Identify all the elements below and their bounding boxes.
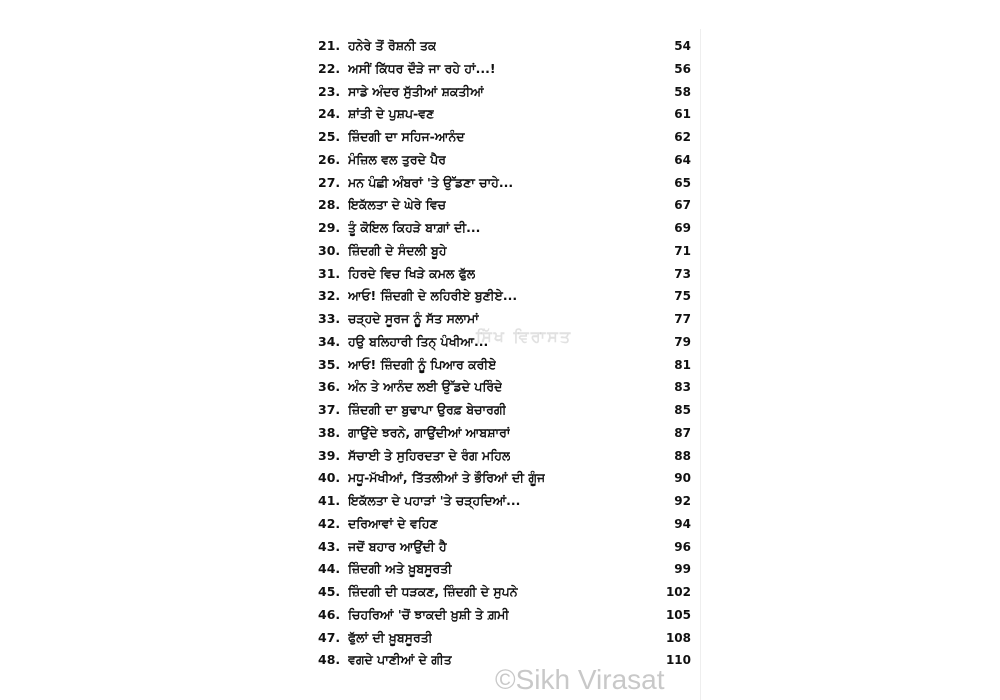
toc-entry	[296, 558, 701, 581]
entry-page-number: 88	[674, 448, 691, 463]
entry-number: 36.	[318, 379, 341, 395]
entry-number: 44.	[318, 561, 341, 577]
entry-page-number: 62	[674, 130, 691, 144]
entry-title: ਆਓ! ਜ਼ਿੰਦਗੀ ਨੂੰ ਪਿਆਰ ਕਰੀਏ	[348, 356, 497, 372]
entry-title: ਅਸੀਂ ਕਿੱਧਰ ਦੌੜੇ ਜਾ ਰਹੇ ਹਾਂ...!	[348, 60, 496, 76]
entry-title: ਮਨ ਪੰਛੀ ਅੰਬਰਾਂ 'ਤੇ ਉੱਡਣਾ ਚਾਹੇ...	[348, 174, 514, 190]
entry-page-number: 56	[674, 61, 691, 76]
entry-number: 28.	[318, 197, 341, 213]
entry-page-number: 65	[674, 175, 691, 190]
entry-number: 43.	[318, 538, 341, 554]
entry-number: 31.	[318, 265, 341, 281]
toc-entry	[296, 194, 701, 217]
entry-number: 45.	[318, 584, 341, 599]
entry-title: ਸੱਚਾਈ ਤੇ ਸੁਹਿਰਦਤਾ ਦੇ ਰੰਗ ਮਹਿਲ	[348, 447, 511, 463]
entry-page-number: 77	[674, 312, 691, 326]
entry-number: 23.	[318, 83, 341, 99]
entry-number: 27.	[318, 174, 341, 190]
entry-title: ਤੂੰ ਕੋਇਲ ਕਿਹੜੇ ਬਾਗ਼ਾਂ ਦੀ...	[348, 220, 481, 235]
entry-title: ਸਾਡੇ ਅੰਦਰ ਸੁੱਤੀਆਂ ਸ਼ਕਤੀਆਂ	[348, 83, 484, 99]
entry-page-number: 102	[665, 585, 691, 599]
entry-number: 22.	[318, 60, 341, 76]
entry-page-number: 85	[674, 403, 691, 417]
entry-number: 34.	[318, 333, 341, 349]
entry-page-number: 92	[674, 494, 691, 508]
entry-title: ਚੜ੍ਹਦੇ ਸੂਰਜ ਨੂੰ ਸੱਤ ਸਲਾਮਾਂ	[348, 311, 479, 326]
toc-entry	[296, 376, 701, 399]
entry-page-number: 75	[674, 289, 691, 304]
entry-title: ਵਗਦੇ ਪਾਣੀਆਂ ਦੇ ਗੀਤ	[348, 652, 452, 668]
toc-entry	[296, 81, 701, 104]
entry-page-number: 110	[665, 653, 691, 668]
entry-number: 33.	[318, 311, 341, 326]
entry-title: ਹਨੇਰੇ ਤੋਂ ਰੋਸ਼ਨੀ ਤਕ	[348, 38, 437, 53]
entry-page-number: 71	[674, 243, 691, 258]
toc-entry	[296, 103, 701, 126]
entry-page-number: 90	[674, 471, 691, 486]
entry-page-number: 64	[674, 152, 691, 167]
toc-entry	[296, 263, 701, 286]
toc-entry	[296, 467, 701, 490]
toc-entry	[296, 58, 701, 81]
toc-entry	[296, 513, 701, 536]
toc-entry	[296, 604, 701, 627]
entry-number: 24.	[318, 106, 341, 122]
toc-entry	[296, 285, 701, 308]
entry-title: ਫੁੱਲਾਂ ਦੀ ਖ਼ੂਬਸੂਰਤੀ	[348, 629, 433, 645]
entry-number: 25.	[318, 129, 341, 144]
entry-page-number: 69	[674, 221, 691, 235]
entry-page-number: 67	[674, 198, 691, 213]
entry-number: 29.	[318, 220, 341, 235]
toc-entry	[296, 445, 701, 468]
entry-title: ਜਦੋਂ ਬਹਾਰ ਆਉਂਦੀ ਹੈ	[348, 538, 447, 554]
toc-entry	[296, 422, 701, 445]
entry-title: ਅੰਨ ਤੇ ਆਨੰਦ ਲਈ ਉੱਡਦੇ ਪਰਿੰਦੇ	[348, 379, 503, 395]
copyright-watermark: ©Sikh Virasat	[495, 664, 665, 695]
entry-number: 21.	[318, 38, 341, 53]
toc-entry	[296, 240, 701, 263]
entry-number: 38.	[318, 424, 341, 440]
entry-title: ਹਉ ਬਲਿਹਾਰੀ ਤਿਨ੍ ਪੰਖੀਆ...	[348, 333, 489, 349]
toc-entry	[296, 627, 701, 650]
entry-title: ਗਾਉਂਦੇ ਝਰਨੇ, ਗਾਉਂਦੀਆਂ ਆਬਸ਼ਾਰਾਂ	[348, 424, 511, 440]
entry-number: 26.	[318, 151, 341, 167]
entry-page-number: 58	[674, 84, 691, 99]
entry-number: 40.	[318, 470, 341, 486]
center-watermark: ਸਿੱਖ ਵਿਰਾਸਤ	[476, 327, 573, 346]
entry-number: 37.	[318, 402, 341, 417]
entry-title: ਹਿਰਦੇ ਵਿਚ ਖਿੜੇ ਕਮਲ ਫੁੱਲ	[348, 265, 476, 281]
entry-title: ਜ਼ਿੰਦਗੀ ਦਾ ਬੁਢਾਪਾ ਉਰਫ਼ ਬੇਚਾਰਗੀ	[348, 402, 507, 417]
entry-page-number: 73	[674, 266, 691, 281]
toc-entry	[296, 172, 701, 195]
entry-title: ਚਿਹਰਿਆਂ 'ਚੋਂ ਝਾਕਦੀ ਖ਼ੁਸ਼ੀ ਤੇ ਗ਼ਮੀ	[348, 606, 510, 622]
table-of-contents	[296, 35, 701, 672]
toc-entry	[296, 581, 701, 604]
toc-entry	[296, 536, 701, 559]
entry-title: ਦਰਿਆਵਾਂ ਦੇ ਵਹਿਣ	[348, 515, 438, 531]
entry-number: 42.	[318, 515, 341, 531]
toc-entry	[296, 399, 701, 422]
entry-title: ਜ਼ਿੰਦਗੀ ਦੀ ਧੜਕਣ, ਜ਼ਿੰਦਗੀ ਦੇ ਸੁਪਨੇ	[348, 584, 518, 599]
toc-entry	[296, 354, 701, 377]
entry-page-number: 94	[674, 516, 691, 531]
entry-title: ਇਕੱਲਤਾ ਦੇ ਪਹਾੜਾਂ 'ਤੇ ਚੜ੍ਹਦਿਆਂ...	[348, 493, 521, 508]
entry-title: ਮੰਜ਼ਿਲ ਵਲ ਤੁਰਦੇ ਪੈਰ	[348, 151, 447, 167]
entry-page-number: 105	[665, 607, 691, 622]
entry-number: 30.	[318, 242, 341, 258]
entry-title: ਸ਼ਾਂਤੀ ਦੇ ਪੁਸ਼ਪ-ਵਣ	[348, 106, 435, 122]
entry-number: 39.	[318, 447, 341, 463]
entry-page-number: 54	[674, 39, 691, 53]
entry-number: 48.	[318, 652, 341, 668]
entry-page-number: 79	[674, 334, 691, 349]
entry-page-number: 81	[674, 357, 691, 372]
toc-entry	[296, 126, 701, 149]
entry-page-number: 96	[674, 539, 691, 554]
entry-number: 46.	[318, 606, 341, 622]
toc-entry	[296, 149, 701, 172]
toc-entry	[296, 35, 701, 58]
entry-title: ਜ਼ਿੰਦਗੀ ਦਾ ਸਹਿਜ-ਆਨੰਦ	[348, 129, 465, 144]
book-page	[296, 29, 701, 700]
entry-page-number: 99	[674, 562, 691, 577]
entry-number: 47.	[318, 629, 341, 645]
entry-title: ਮਧੂ-ਮੱਖੀਆਂ, ਤਿੱਤਲੀਆਂ ਤੇ ਭੌਰਿਆਂ ਦੀ ਗੂੰਜ	[348, 470, 546, 486]
entry-page-number: 87	[674, 425, 691, 440]
entry-title: ਜ਼ਿੰਦਗੀ ਦੇ ਸੰਦਲੀ ਬੂਹੇ	[348, 242, 447, 258]
entry-page-number: 108	[665, 630, 691, 645]
entry-page-number: 61	[674, 107, 691, 122]
entry-number: 32.	[318, 288, 341, 304]
toc-entry	[296, 490, 701, 513]
entry-number: 41.	[318, 493, 341, 508]
entry-title: ਜ਼ਿੰਦਗੀ ਅਤੇ ਖ਼ੂਬਸੂਰਤੀ	[348, 561, 452, 577]
entry-title: ਆਓ! ਜ਼ਿੰਦਗੀ ਦੇ ਲਹਿਰੀਏ ਬੁਣੀਏ...	[348, 288, 518, 304]
toc-entry	[296, 217, 701, 240]
entry-title: ਇਕੱਲਤਾ ਦੇ ਘੇਰੇ ਵਿਚ	[348, 197, 447, 213]
entry-page-number: 83	[674, 380, 691, 395]
entry-number: 35.	[318, 356, 341, 372]
